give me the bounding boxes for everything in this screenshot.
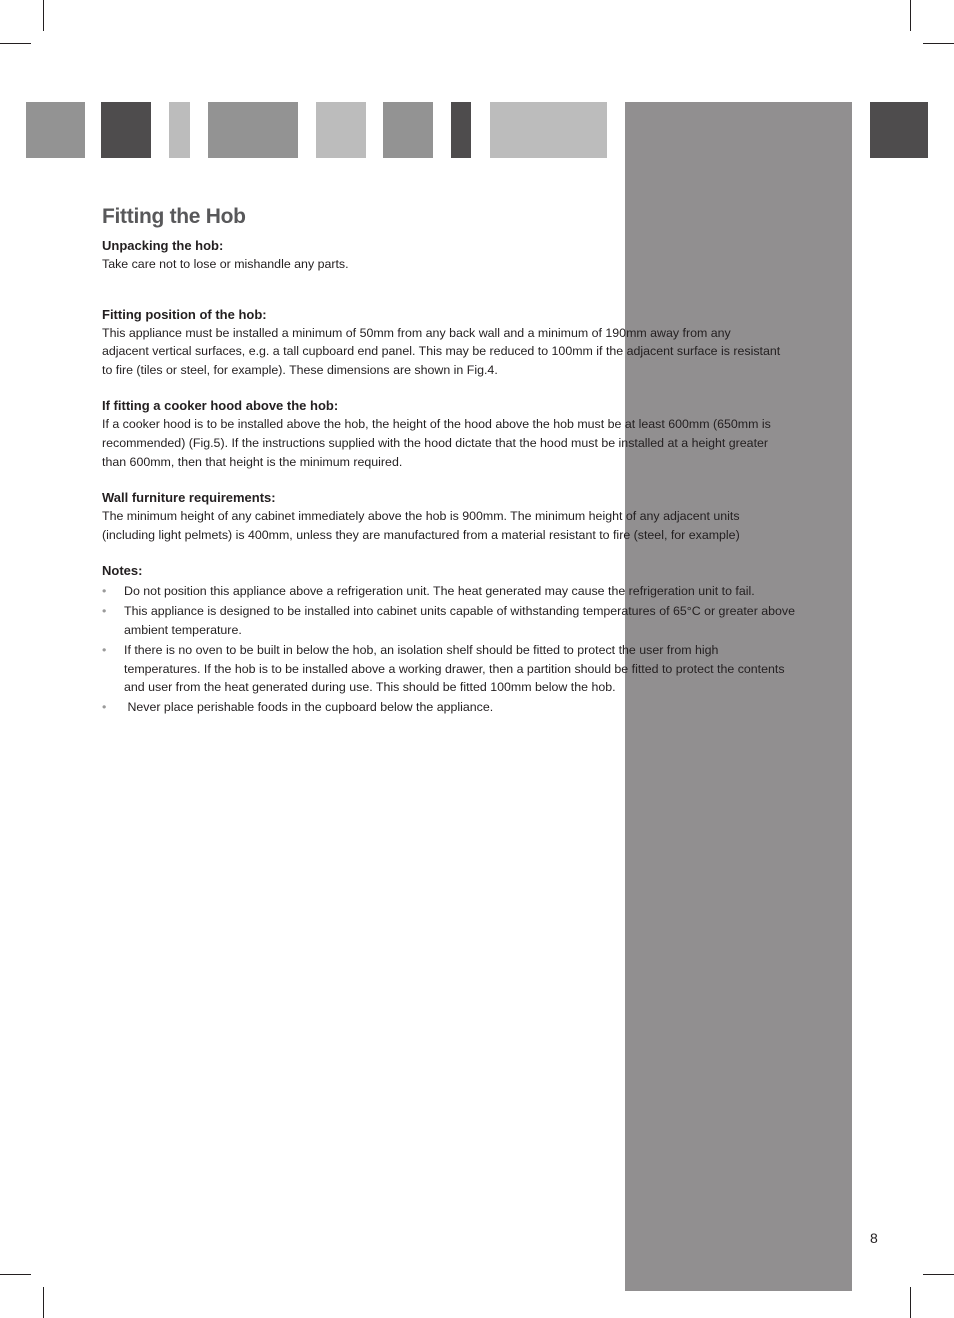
section-line: (including light pelmets) is 400mm, unless they are manufactured from a material resistant to fire (steel, for example) bbox=[102, 527, 740, 542]
section-line: adjacent vertical surfaces, e.g. a tall cupboard end panel. This may be reduced to 100mm if the adjacent surface is resistant bbox=[102, 344, 781, 359]
crop-mark bbox=[0, 1274, 31, 1275]
crop-mark bbox=[923, 43, 954, 44]
header-block bbox=[383, 102, 433, 158]
crop-mark bbox=[923, 1274, 954, 1275]
crop-mark bbox=[43, 1287, 44, 1318]
header-block bbox=[26, 102, 85, 158]
bullet-icon: • bbox=[102, 584, 107, 599]
header-block bbox=[208, 102, 298, 158]
list-item-line: Never place perishable foods in the cupboard below the appliance. bbox=[124, 700, 494, 715]
bullet-icon: • bbox=[102, 643, 107, 658]
section-line: recommended) (Fig.5). If the instructions supplied with the hood dictate that the hood must be installed at a height greater bbox=[102, 435, 769, 450]
list-item-line: and user from the heat generated during use. This should be fitted 100mm below the hob. bbox=[124, 680, 616, 695]
list-item-line: temperatures. If the hob is to be installed above a working drawer, then a partition should be fitted to protect the contents bbox=[124, 661, 785, 676]
list-item-line: If there is no oven to be built in below the hob, an isolation shelf should be fitted to protect the user from high bbox=[124, 643, 719, 658]
list-item-line: ambient temperature. bbox=[124, 623, 242, 638]
list-item bbox=[102, 641, 802, 697]
list-item bbox=[102, 602, 802, 639]
section-title-hood: If fitting a cooker hood above the hob: bbox=[102, 398, 339, 414]
section-line: than 600mm, then that height is the minimum required. bbox=[102, 454, 403, 469]
page-number: 8 bbox=[870, 1230, 878, 1246]
section-text-unpacking: Take care not to lose or mishandle any parts. bbox=[102, 257, 349, 271]
crop-mark bbox=[43, 0, 44, 31]
page-content bbox=[102, 205, 802, 719]
section-title-wall: Wall furniture requirements: bbox=[102, 490, 276, 506]
section-line: to fire (tiles or steel, for example). These dimensions are shown in Fig.4. bbox=[102, 362, 498, 377]
list-item-line: This appliance is designed to be installed into cabinet units capable of withstanding temperatures of 65°C or greater above bbox=[124, 604, 796, 619]
list-item-line: Do not position this appliance above a refrigeration unit. The heat generated may cause the refrigeration unit to fail. bbox=[124, 584, 755, 599]
crop-mark bbox=[910, 1287, 911, 1318]
crop-mark bbox=[0, 43, 31, 44]
header-block bbox=[870, 102, 928, 158]
header-block bbox=[451, 102, 471, 158]
crop-mark bbox=[910, 0, 911, 31]
notes-list bbox=[102, 582, 802, 717]
section-line: If a cooker hood is to be installed above the hob, the height of the hood above the hob must be at least 600mm (650mm is bbox=[102, 417, 771, 432]
section-line: This appliance must be installed a minimum of 50mm from any back wall and a minimum of 190mm away from any bbox=[102, 325, 731, 340]
bullet-icon: • bbox=[102, 604, 107, 619]
section-title-unpacking: Unpacking the hob: bbox=[102, 238, 224, 253]
page-title: Fitting the Hob bbox=[102, 205, 246, 228]
header-block bbox=[316, 102, 366, 158]
header-block bbox=[169, 102, 190, 158]
header-block bbox=[490, 102, 607, 158]
section-title-position: Fitting position of the hob: bbox=[102, 306, 267, 322]
bullet-icon: • bbox=[102, 700, 107, 715]
list-item bbox=[102, 582, 802, 601]
section-line: The minimum height of any cabinet immediately above the hob is 900mm. The minimum height of any adjacent units bbox=[102, 509, 740, 524]
section-title-notes: Notes: bbox=[102, 563, 143, 579]
list-item bbox=[102, 698, 802, 717]
header-block bbox=[101, 102, 151, 158]
